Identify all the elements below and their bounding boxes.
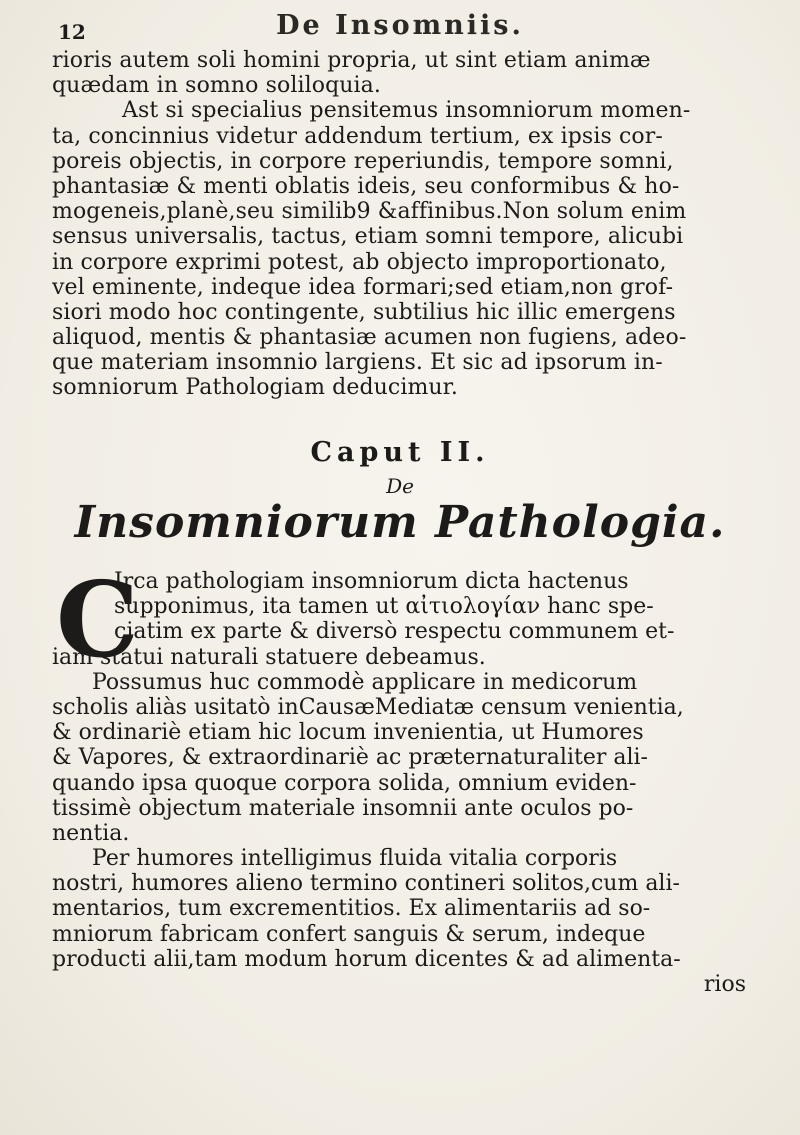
text-line: & ordinariè etiam hic locum invenientia, ut Humores (52, 720, 644, 746)
text-line: vel eminente, indeque idea formari;sed etiam,non grof- (52, 274, 674, 300)
text-line: Ast si specialius pensitemus insomniorum momen- (122, 98, 691, 124)
text-line: aliquod, mentis & phantasiæ acumen non fugiens, adeo- (52, 325, 687, 351)
text-line: somniorum Pathologiam deducimur. (52, 375, 458, 401)
paragraph-2 (52, 558, 766, 997)
text-line: mentarios, tum excrementitios. Ex alimentariis ad so- (52, 896, 651, 922)
text-line: nostri, humores alieno termino contineri solitos,cum ali- (52, 871, 680, 897)
text-line: ta, concinnius videtur addendum tertium, ex ipsis cor- (52, 123, 663, 149)
text-line: in corpore exprimi potest, ab objecto improportionato, (52, 249, 667, 275)
text-line: siori modo hoc contingente, subtilius hic illic emergens (52, 299, 676, 325)
running-head: De Insomniis. (276, 10, 524, 41)
text-line: tissimè objectum materiale insomnii ante oculos po- (52, 795, 634, 821)
text-line: iam statui naturali statuere debeamus. (52, 644, 486, 670)
text-line: phantasiæ & menti oblatis ideis, seu conformibus & ho- (52, 173, 680, 199)
paragraph-1 (52, 48, 766, 401)
text-line: Possumus huc commodè applicare in medicorum (92, 669, 638, 695)
text-line: sensus universalis, tactus, etiam somni tempore, alicubi (52, 224, 684, 250)
text-line: producti alii,tam modum horum dicentes & ad alimenta- (52, 946, 681, 972)
chapter-heading: Caput II. (310, 437, 490, 468)
page-number: 12 (58, 20, 86, 44)
catchword: rios (703, 972, 746, 997)
drop-cap: C (56, 558, 139, 681)
text-line: rioris autem soli homini propria, ut sint etiam animæ (52, 48, 651, 73)
text-line: supponimus, ita tamen ut αἰτιολογίαν hanc spe- (114, 594, 654, 620)
text-line: Per humores intelligimus fluida vitalia corporis (92, 846, 618, 872)
text-line: ciatim ex parte & diversò respectu communem et- (114, 619, 675, 645)
chapter-preposition: De (386, 474, 414, 498)
text-line: mniorum fabricam confert sanguis & serum, indeque (52, 921, 646, 947)
text-line: Irca pathologiam insomniorum dicta hactenus (114, 569, 629, 594)
text-line: poreis objectis, in corpore reperiundis, tempore somni, (52, 148, 674, 174)
text-line: & Vapores, & extraordinariè ac præternaturaliter ali- (52, 745, 648, 771)
text-line: scholis aliàs usitatò inCausæMediatæ censum venientia, (52, 694, 684, 720)
text-line: nentia. (52, 820, 130, 846)
text-line: quædam in somno soliloquia. (52, 73, 381, 99)
chapter-title: Insomniorum Pathologia. (74, 497, 726, 548)
text-line: que materiam insomnio largiens. Et sic ad ipsorum in- (52, 350, 663, 376)
text-line: mogeneis,planè,seu similib9 &affinibus.Non solum enim (52, 199, 687, 225)
text-line: quando ipsa quoque corpora solida, omnium eviden- (52, 770, 637, 796)
page-header (40, 8, 760, 48)
